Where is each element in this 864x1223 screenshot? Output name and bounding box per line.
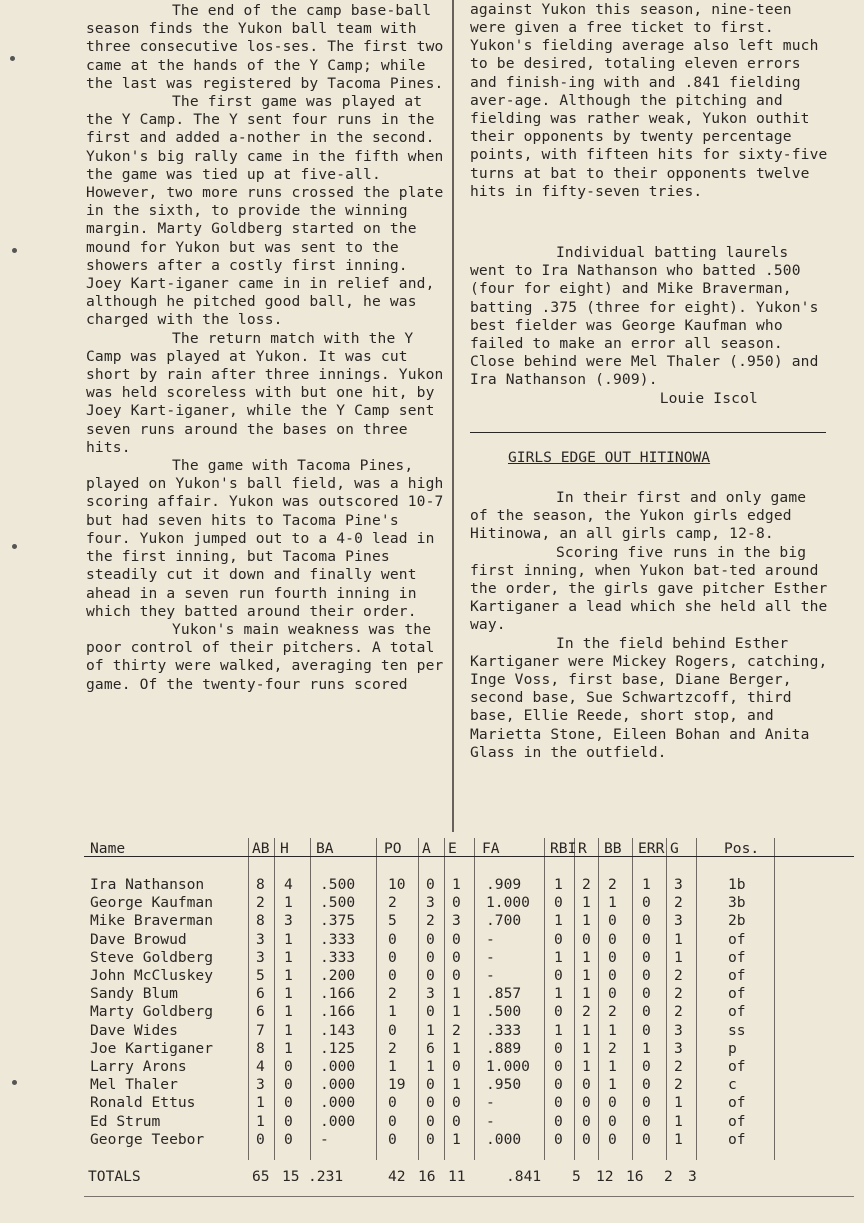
cell-e: 0 [452,894,461,912]
bottom-rule [84,1196,854,1197]
cell-bb: 2 [608,876,617,893]
cell-po: 0 [388,967,397,984]
cell-po: 0 [388,1130,397,1148]
cell-bb: 0 [608,985,617,1003]
cell-name: Ira Nathanson [90,876,205,893]
section-divider [470,432,826,433]
cell-pos: of [728,1130,746,1148]
cell-g: 2 [674,1076,683,1094]
cell-name: Ronald Ettus [90,1094,196,1112]
cell-ab: 8 [256,912,265,930]
cell-ab: 1 [256,1112,265,1130]
article-paragraph: The end of the camp base-ball season finds the Yukon ball team with three consecutive los-ses. The first two came at the hands of the Y Camp; while the last was registered by Tacoma Pines. [86,2,444,92]
cell-rbi: 1 [554,876,563,893]
cell-ba: .500 [320,876,356,893]
cell-err: 0 [642,948,651,966]
cell-ba: .125 [320,1039,356,1057]
cell-h: 1 [284,894,293,912]
cell-rbi: 0 [554,1076,563,1094]
cell-h: 0 [284,1112,293,1130]
cell-fa: 1.000 [486,894,530,912]
cell-fa: - [486,967,495,984]
punch-hole-mark [12,1080,17,1085]
cell-ab: 2 [256,894,265,912]
cell-rbi: 0 [554,1094,563,1112]
cell-a: 0 [426,967,435,984]
table-row [84,1003,854,1019]
cell-pos: of [728,1058,746,1075]
cell-bb: 0 [608,948,617,966]
cell-bb: 0 [608,1130,617,1148]
cell-e: 0 [452,1112,461,1130]
cell-pos: c [728,1076,737,1094]
cell-r: 0 [582,1112,591,1130]
cell-h: 1 [284,985,293,1003]
totals-value: 15 [282,1168,300,1185]
cell-name: Dave Browud [90,930,187,948]
column-divider [452,0,454,832]
cell-e: 0 [452,948,461,966]
cell-h: 0 [284,1076,293,1094]
punch-hole-mark [12,544,17,549]
cell-ab: 6 [256,985,265,1003]
article-paragraph-continued [470,2,830,238]
table-row [84,985,854,1001]
cell-e: 1 [452,985,461,1003]
cell-pos: 3b [728,894,746,912]
cell-h: 4 [284,876,293,893]
cell-name: Ed Strum [90,1112,161,1130]
cell-ba: .200 [320,967,356,984]
cell-ba: - [320,1130,329,1148]
cell-err: 0 [642,930,651,948]
cell-name: Steve Goldberg [90,948,214,966]
cell-a: 2 [426,912,435,930]
cell-r: 0 [582,1094,591,1112]
totals-value: 65 [252,1168,270,1185]
totals-value: 3 [688,1168,697,1185]
article-paragraph: In their first and only game of the season, the Yukon girls edged Hitinowa, an all girls camp, 12-8. [470,489,807,543]
cell-g: 2 [674,1058,683,1075]
cell-pos: 1b [728,876,746,893]
cell-g: 1 [674,1130,683,1148]
cell-ba: .000 [320,1076,356,1094]
cell-h: 1 [284,930,293,948]
table-row [84,1076,854,1092]
punch-hole-mark [12,248,17,253]
cell-ab: 5 [256,967,265,984]
cell-po: 19 [388,1076,406,1094]
cell-name: George Kaufman [90,894,214,912]
cell-po: 0 [388,1021,397,1039]
cell-ba: .000 [320,1112,356,1130]
cell-g: 1 [674,930,683,948]
cell-g: 2 [674,967,683,984]
header-err: ERR [638,840,665,857]
table-row [84,1131,854,1147]
cell-bb: 0 [608,1112,617,1130]
cell-a: 0 [426,1112,435,1130]
cell-bb: 1 [608,1058,617,1075]
cell-err: 1 [642,1039,651,1057]
cell-rbi: 1 [554,1021,563,1039]
article-paragraph: In the field behind Esther Kartiganer were Mickey Rogers, catching, Inge Voss, first base, Diane Berger, second base, Sue Schwartzcoff, third base, Ellie Reede, short stop, and Marietta Stone, Eileen Bohan and Anita Glass in the outfield. [470,634,828,761]
cell-a: 0 [426,930,435,948]
header-pos: Pos. [724,840,760,857]
header-ab: AB [252,840,270,857]
cell-a: 1 [426,1058,435,1075]
cell-e: 0 [452,967,461,984]
cell-err: 0 [642,967,651,984]
cell-pos: of [728,948,746,966]
cell-g: 3 [674,1039,683,1057]
cell-r: 1 [582,894,591,912]
cell-r: 1 [582,1058,591,1075]
table-row [84,1058,854,1074]
cell-g: 3 [674,876,683,893]
header-name: Name [90,840,126,857]
cell-h: 1 [284,948,293,966]
table-row [84,931,854,947]
header-ba: BA [316,840,334,857]
cell-pos: of [728,1094,746,1112]
cell-name: George Teebor [90,1130,205,1148]
cell-name: Dave Wides [90,1021,178,1039]
cell-po: 10 [388,876,406,893]
cell-err: 0 [642,912,651,930]
cell-ab: 1 [256,1094,265,1112]
cell-pos: of [728,1112,746,1130]
cell-a: 0 [426,948,435,966]
cell-rbi: 0 [554,967,563,984]
cell-bb: 2 [608,1003,617,1021]
cell-pos: of [728,1003,746,1021]
cell-bb: 0 [608,967,617,984]
punch-hole-mark [10,56,15,61]
right-column [470,2,830,762]
cell-rbi: 0 [554,1130,563,1148]
cell-r: 1 [582,948,591,966]
table-row [84,912,854,928]
cell-rbi: 0 [554,1003,563,1021]
cell-h: 0 [284,1058,293,1075]
cell-fa: - [486,1094,495,1112]
cell-r: 1 [582,1039,591,1057]
header-g: G [670,840,679,857]
cell-ba: .333 [320,948,356,966]
header-r: R [578,840,587,857]
cell-err: 0 [642,985,651,1003]
cell-fa: .909 [486,876,522,893]
cell-name: Sandy Blum [90,985,178,1003]
header-e: E [448,840,457,857]
totals-value: 5 [572,1168,581,1185]
totals-value: 42 [388,1168,406,1185]
totals-value: 16 [418,1168,436,1185]
cell-rbi: 0 [554,1112,563,1130]
cell-ab: 3 [256,948,265,966]
cell-name: Larry Arons [90,1058,187,1075]
cell-po: 1 [388,1058,397,1075]
totals-value: .231 [308,1168,344,1185]
cell-name: Mike Braverman [90,912,214,930]
cell-r: 1 [582,985,591,1003]
cell-po: 0 [388,930,397,948]
cell-e: 1 [452,1003,461,1021]
cell-g: 1 [674,948,683,966]
cell-r: 1 [582,912,591,930]
cell-g: 2 [674,1003,683,1021]
cell-ba: .143 [320,1021,356,1039]
article-paragraph: The return match with the Y Camp was played at Yukon. It was cut short by rain after three innings. Yukon was held scoreless with but one hit, by Joey Kart-iganer, while the Y Camp sent seven runs around the bases on three hits. [86,329,444,456]
cell-e: 0 [452,930,461,948]
cell-g: 2 [674,985,683,1003]
cell-bb: 0 [608,930,617,948]
cell-fa: .000 [486,1130,522,1148]
cell-a: 0 [426,1076,435,1094]
cell-h: 1 [284,1003,293,1021]
cell-ab: 8 [256,1039,265,1057]
cell-name: Joe Kartiganer [90,1039,214,1057]
cell-r: 0 [582,930,591,948]
cell-po: 2 [388,1039,397,1057]
table-row [84,894,854,910]
cell-h: 0 [284,1130,293,1148]
cell-fa: .950 [486,1076,522,1094]
cell-ab: 3 [256,930,265,948]
cell-ab: 4 [256,1058,265,1075]
cell-bb: 0 [608,1094,617,1112]
header-fa: FA [482,840,500,857]
author-signature: Louie Iscol [659,389,758,407]
cell-fa: .889 [486,1039,522,1057]
cell-ba: .500 [320,894,356,912]
cell-r: 0 [582,1130,591,1148]
cell-po: 2 [388,894,397,912]
article-paragraph: Yukon's main weakness was the poor control of their pitchers. A total of thirty were walked, averaging ten per game. Of the twenty-four runs scored [86,620,444,693]
totals-value: 16 [626,1168,644,1185]
table-row [84,1022,854,1038]
cell-e: 1 [452,1130,461,1148]
cell-po: 2 [388,985,397,1003]
cell-po: 0 [388,948,397,966]
cell-a: 1 [426,1021,435,1039]
cell-e: 1 [452,1076,461,1094]
cell-pos: p [728,1039,737,1057]
cell-r: 2 [582,876,591,893]
totals-value: 11 [448,1168,466,1185]
cell-rbi: 0 [554,894,563,912]
cell-g: 2 [674,894,683,912]
cell-ab: 8 [256,876,265,893]
cell-err: 0 [642,894,651,912]
cell-a: 3 [426,985,435,1003]
cell-bb: 0 [608,912,617,930]
cell-fa: 1.000 [486,1058,530,1075]
cell-e: 0 [452,1094,461,1112]
cell-e: 1 [452,876,461,893]
cell-bb: 2 [608,1039,617,1057]
cell-po: 0 [388,1094,397,1112]
cell-a: 3 [426,894,435,912]
cell-rbi: 0 [554,930,563,948]
table-row [84,1113,854,1129]
cell-a: 0 [426,1130,435,1148]
cell-g: 1 [674,1112,683,1130]
batting-stats-table [84,838,854,1194]
article-headline: GIRLS EDGE OUT HITINOWA [508,448,711,466]
article-paragraph: The game with Tacoma Pines, played on Yukon's ball field, was a high scoring affair. Yukon was outscored 10-7 but had seven hits to Tacoma Pine's four. Yukon jumped out to a 4-0 lead in the first inning, but Tacoma Pines steadily cut it down and finally went ahead in a seven run fourth inning in which they batted around their order. [86,457,444,620]
table-row [84,949,854,965]
cell-ba: .333 [320,930,356,948]
cell-fa: .333 [486,1021,522,1039]
table-row [84,1094,854,1110]
cell-err: 0 [642,1130,651,1148]
cell-pos: 2b [728,912,746,930]
table-row [84,967,854,983]
cell-fa: - [486,948,495,966]
header-po: PO [384,840,402,857]
cell-ab: 6 [256,1003,265,1021]
cell-err: 1 [642,876,651,893]
cell-rbi: 1 [554,912,563,930]
cell-bb: 1 [608,1021,617,1039]
totals-label: TOTALS [88,1168,141,1185]
cell-h: 1 [284,967,293,984]
cell-g: 3 [674,1021,683,1039]
cell-name: Marty Goldberg [90,1003,214,1021]
cell-ab: 3 [256,1076,265,1094]
table-row [84,1040,854,1056]
cell-e: 2 [452,1021,461,1039]
cell-rbi: 0 [554,1039,563,1057]
cell-pos: of [728,985,746,1003]
cell-name: Mel Thaler [90,1076,178,1094]
article-paragraph: Scoring five runs in the big first inning, when Yukon bat-ted around the order, the girls gave pitcher Esther Kartiganer a lead which she held all the way. [470,543,828,634]
cell-a: 6 [426,1039,435,1057]
totals-value: 2 [664,1168,673,1185]
cell-err: 0 [642,1003,651,1021]
cell-pos: ss [728,1021,746,1039]
baseball-article-left-column [86,2,448,695]
cell-h: 3 [284,912,293,930]
cell-bb: 1 [608,894,617,912]
cell-fa: - [486,1112,495,1130]
cell-g: 3 [674,912,683,930]
cell-r: 1 [582,1021,591,1039]
cell-fa: .500 [486,1003,522,1021]
article-paragraph: Individual batting laurels went to Ira Nathanson who batted .500 (four for eight) and Mike Braverman, batting .375 (three for eight). Yukon's best fielder was George Kaufman who failed to make an error all season. Close behind were Mel Thaler (.950) and Ira Nathanson (.909). [470,244,819,389]
cell-ba: .000 [320,1094,356,1112]
article-paragraph-tail: against Yukon this season, nine-teen were given a free ticket to first. Yukon's fielding average also left much to be desired, totaling eleven errors and finish-ing with and .841 fielding aver-age. Although the pitching and fielding was rather weak, Yukon outhit their opponents by twenty percentage points, with fifteen hits for sixty-five turns at bat to their opponents twelve hits in fifty-seven tries. [470,2,828,200]
cell-fa: .700 [486,912,522,930]
cell-ba: .000 [320,1058,356,1075]
cell-h: 1 [284,1039,293,1057]
cell-a: 0 [426,1094,435,1112]
table-header-row [84,840,854,856]
header-bb: BB [604,840,622,857]
cell-e: 3 [452,912,461,930]
cell-pos: of [728,967,746,984]
cell-err: 0 [642,1112,651,1130]
cell-ba: .166 [320,1003,356,1021]
cell-ba: .166 [320,985,356,1003]
cell-err: 0 [642,1021,651,1039]
cell-err: 0 [642,1076,651,1094]
article-paragraph: The first game was played at the Y Camp. The Y sent four runs in the first and added a-nother in the second. Yukon's big rally came in the fifth when the game was tied up at five-all. However, two more runs crossed the plate in the sixth, to provide the winning margin. Marty Goldberg started on the mound for Yukon but was sent to the showers after a costly first inning. Joey Kart-iganer came in in relief and, although he pitched good ball, he was charged with the loss. [86,93,444,329]
cell-h: 0 [284,1094,293,1112]
cell-rbi: 1 [554,985,563,1003]
cell-e: 0 [452,1058,461,1075]
cell-fa: - [486,930,495,948]
totals-value: 12 [596,1168,614,1185]
cell-a: 0 [426,1003,435,1021]
cell-r: 1 [582,967,591,984]
cell-err: 0 [642,1058,651,1075]
header-a: A [422,840,431,857]
cell-rbi: 0 [554,1058,563,1075]
cell-bb: 1 [608,1076,617,1094]
cell-r: 2 [582,1003,591,1021]
cell-ba: .375 [320,912,356,930]
table-row [84,876,854,892]
cell-pos: of [728,930,746,948]
cell-r: 0 [582,1076,591,1094]
cell-a: 0 [426,876,435,893]
cell-g: 1 [674,1094,683,1112]
cell-ab: 7 [256,1021,265,1039]
cell-h: 1 [284,1021,293,1039]
cell-e: 1 [452,1039,461,1057]
cell-name: John McCluskey [90,967,214,984]
cell-ab: 0 [256,1130,265,1148]
header-h: H [280,840,289,857]
cell-err: 0 [642,1094,651,1112]
cell-po: 0 [388,1112,397,1130]
cell-fa: .857 [486,985,522,1003]
cell-po: 5 [388,912,397,930]
cell-rbi: 1 [554,948,563,966]
cell-po: 1 [388,1003,397,1021]
totals-value: .841 [506,1168,542,1185]
header-rbi: RBI [550,840,577,857]
